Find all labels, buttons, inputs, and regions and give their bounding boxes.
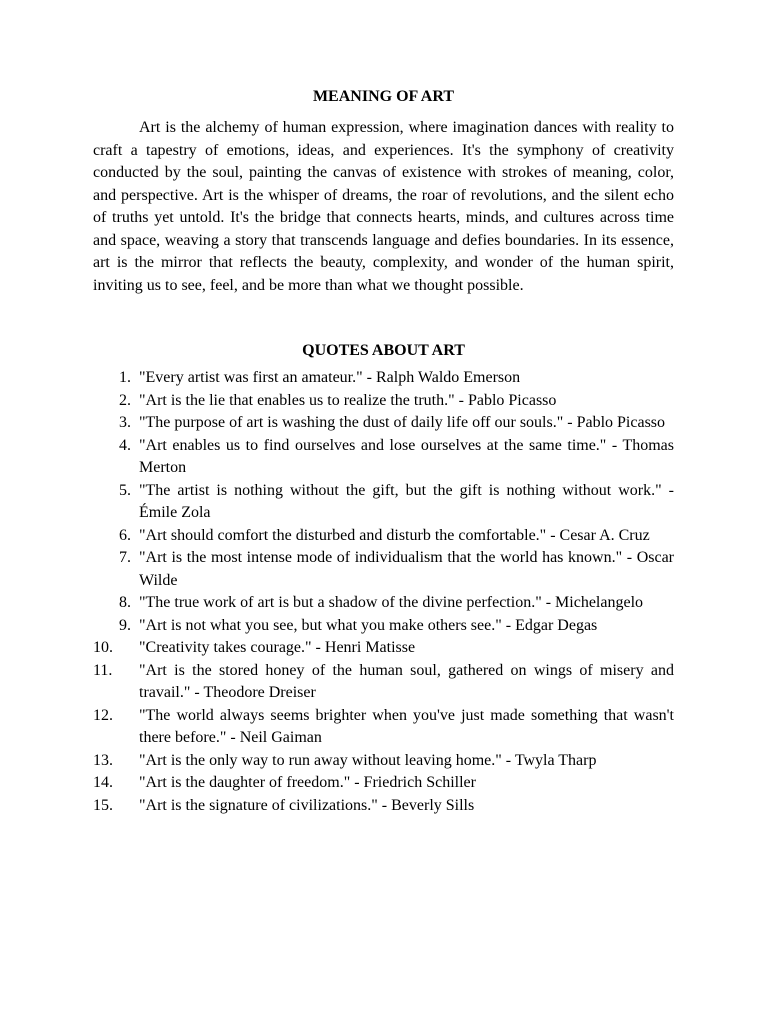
quote-text: "Art should comfort the disturbed and disturb the comfortable." - Cesar A. Cruz	[139, 526, 650, 544]
list-item	[93, 435, 674, 480]
list-number: 15.	[93, 796, 113, 814]
quote-text: "The purpose of art is washing the dust of daily life off our souls." - Pablo Picasso	[139, 414, 666, 431]
list-number: 14.	[93, 774, 113, 791]
list-number: 7.	[119, 549, 131, 566]
quote-text: "The world always seems brighter when you've just made something that wasn't there before." - Neil Gaiman	[139, 706, 674, 746]
list-item	[93, 525, 674, 548]
list-number: 12.	[93, 706, 113, 724]
list-item	[93, 412, 674, 435]
list-number: 6.	[119, 526, 131, 544]
quotes-heading: QUOTES ABOUT ART	[302, 342, 465, 359]
list-number: 9.	[119, 616, 131, 634]
quote-text: "Creativity takes courage." - Henri Matisse	[139, 639, 416, 656]
quote-text: "Art is the signature of civilizations." - Beverly Sills	[139, 796, 475, 814]
list-item	[93, 705, 674, 750]
list-number: 5.	[119, 481, 131, 499]
list-item	[93, 367, 674, 390]
list-number: 11.	[93, 661, 113, 679]
page-title: MEANING OF ART	[312, 88, 455, 105]
list-item	[93, 480, 674, 525]
quote-text: "Every artist was first an amateur." - Ralph Waldo Emerson	[139, 369, 521, 386]
list-number: 10.	[93, 639, 113, 656]
list-item	[93, 660, 674, 705]
list-item	[93, 795, 674, 818]
list-number: 13.	[93, 751, 113, 769]
quote-text: "The true work of art is but a shadow of the divine perfection." - Michelangelo	[139, 594, 644, 611]
list-item	[93, 772, 674, 795]
quote-text: "Art is the lie that enables us to realize the truth." - Pablo Picasso	[139, 391, 557, 409]
list-item	[93, 637, 674, 660]
quote-text: "Art is the stored honey of the human soul, gathered on wings of misery and travail." - Theodore Dreiser	[139, 661, 674, 701]
list-number: 1.	[119, 369, 131, 386]
quote-text: "Art is the only way to run away without leaving home." - Twyla Tharp	[139, 751, 597, 769]
quote-text: "Art is the most intense mode of individualism that the world has known." - Oscar Wilde	[139, 549, 674, 589]
list-number: 4.	[119, 436, 131, 454]
quote-text: "Art is not what you see, but what you make others see." - Edgar Degas	[139, 616, 598, 634]
document-page	[93, 86, 674, 817]
list-number: 2.	[119, 391, 131, 409]
list-item	[93, 547, 674, 592]
quote-text: "The artist is nothing without the gift, but the gift is nothing without work." - Émile Zola	[139, 481, 674, 521]
list-number: 8.	[119, 594, 131, 611]
quote-text: "Art enables us to find ourselves and lose ourselves at the same time." - Thomas Merton	[139, 436, 674, 476]
list-item	[93, 750, 674, 773]
list-item	[93, 615, 674, 638]
quotes-list	[93, 367, 674, 817]
list-item	[93, 390, 674, 413]
quote-text: "Art is the daughter of freedom." - Friedrich Schiller	[139, 774, 476, 791]
list-item	[93, 592, 674, 615]
list-number: 3.	[119, 414, 131, 431]
intro-paragraph: Art is the alchemy of human expression, where imagination dances with reality to craft a tapestry of emotions, ideas, and experiences. It's the symphony of creativity conducted by the soul, painting the canvas of existence with strokes of meaning, color, and perspective. Art is the whisper of dreams, the roar of revolutions, and the silent echo of truths yet untold. It's the bridge that connects hearts, minds, and cultures across time and space, weaving a story that transcends language and defies boundaries. In its essence, art is the mirror that reflects the beauty, complexity, and wonder of the human spirit, inviting us to see, feel, and be more than what we thought possible.	[93, 119, 674, 294]
